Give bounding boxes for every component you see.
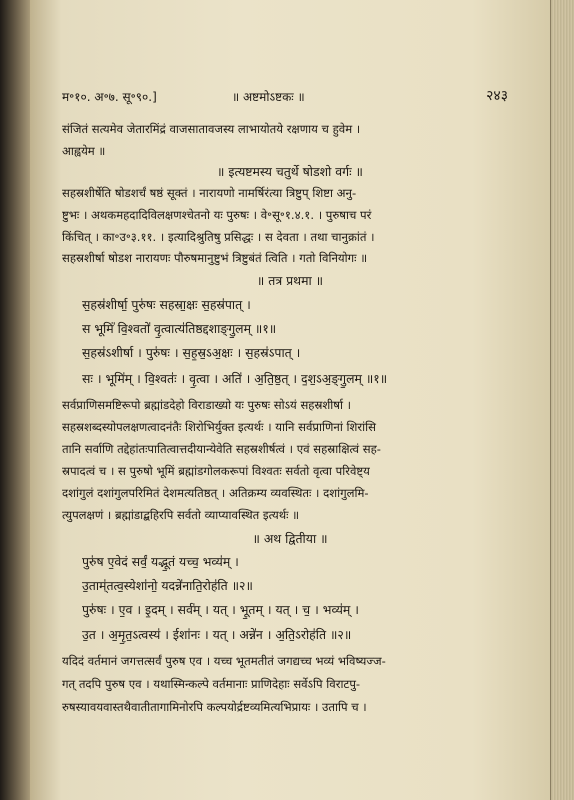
page-stack-edge — [550, 0, 574, 800]
commentary-line: संजितं सत्यमेव जेतारमिंद्रं वाजसातावजस्य लाभायोतये रक्षणाय च हुवेम । — [62, 122, 361, 136]
verse-line: स भूमिं॑ वि॒श्वतो॑ वृ॒त्वात्य॑तिष्ठद्दशाङ्गु॒लम् ॥१॥ — [82, 321, 277, 336]
verse-heading: ॥ तत्र प्रथमा ॥ — [256, 273, 324, 288]
commentary-line: सहस्रशीर्षा षोडश नारायणः पौरुषमानुष्टुभं त्रिष्टुबंतं त्विति । गतो विनियोगः ॥ — [62, 251, 368, 265]
commentary-line: सहस्रशब्दस्योपलक्षणत्वादनंतैः शिरोभिर्युक्त इत्यर्थः । यानि सर्वप्राणिनां शिरांसि — [62, 420, 376, 434]
facing-page-gutter — [0, 0, 30, 800]
header-reference: म॰१०. अ॰७. सू॰९०.] — [62, 90, 157, 104]
padapatha-line: सः । भूमि॑म् । वि॒श्वतः॑ । वृ॒त्वा । अति॑ । अ॒ति॒ष्ठ॒त् । द॒श॒ऽअ॒ङ्गु॒लम् ॥१॥ — [82, 371, 388, 386]
commentary-line: गत् तदपि पुरुष एव । यथास्मिन्कल्पे वर्तमानाः प्राणिदेहाः सर्वेऽपि विराटपु- — [62, 677, 361, 691]
page-number: २४३ — [486, 88, 508, 104]
commentary-line: स्रपादत्वं च । स पुरुषो भूमिं ब्रह्मांडगोलकरूपां विश्वतः सर्वतो वृत्वा परिवेष्ट्य — [62, 464, 370, 478]
verse-line: उ॒ताम्॑तत्व॒स्येशा॑नो॒ यदन्ने॑नाति॒रोह॑ति ॥२॥ — [82, 578, 253, 593]
verse-heading: ॥ अथ द्वितीया ॥ — [252, 531, 328, 546]
commentary-line: तानि सर्वाणि तद्देहांतःपातित्वात्तदीयान्येवेति सहस्रशीर्षत्वं । एवं सहस्राक्षित्वं सह- — [62, 442, 381, 456]
verse-line: स॒हस्र॑शीर्षा॒ पुरु॑षः सहस्रा॒क्षः स॒हस्र॑पात् । — [82, 297, 251, 312]
commentary-line: दशांगुलं दशांगुलपरिमितं देशमत्यतिष्ठत् । अतिक्रम्य व्यवस्थितः । दशांगुलमि- — [62, 486, 369, 500]
section-heading: ॥ इत्यष्टमस्य चतुर्थे षोडशो वर्गः ॥ — [217, 164, 363, 179]
running-header — [62, 86, 508, 106]
padapatha-line: स॒हस्र॑ऽशीर्षा । पुरु॑षः । स॒ह॒स्र॒ऽअ॒क्षः । स॒हस्र॑ऽपात् । — [82, 345, 301, 360]
commentary-line: सर्वप्राणिसमष्टिरूपो ब्रह्मांडदेहो विराडाख्यो यः पुरुषः सोऽयं सहस्रशीर्षा । — [62, 398, 352, 412]
commentary-line: आह्वयेम ॥ — [62, 144, 106, 158]
commentary-line: किंचित् । का॰उ॰३.११. । इत्यादिश्रुतिषु प्रसिद्धः । स देवता । तथा चानुक्रांतं । — [62, 230, 375, 244]
verse-line: पुरु॑ष ए॒वेदं सर्वं॒ यद्भू॒तं यच्च॒ भव्य॑म् । — [82, 554, 239, 569]
padapatha-line: पुरु॑षः । ए॒व । इ॒दम् । सर्व॑म् । यत् । भू॒तम् । यत् । च॒ । भव्य॑म् । — [82, 602, 359, 617]
commentary-line: रुषस्यावयवास्तथैवातीतागामिनोरपि कल्पयोर्द्रष्टव्यमित्यभिप्रायः । उतापि च । — [62, 700, 367, 714]
header-title: ॥ अष्टमोऽष्टकः ॥ — [232, 90, 305, 104]
commentary-line: त्युपलक्षणं । ब्रह्मांडाद्बहिरपि सर्वतो व्याप्यावस्थित इत्यर्थः ॥ — [62, 508, 300, 522]
commentary-line: यदिदं वर्तमानं जगत्तत्सर्वं पुरुष एव । यच्च भूतमतीतं जगद्यच्च भव्यं भविष्यज्ज- — [62, 654, 386, 668]
commentary-line: ष्टुभः । अथकमहदादिविलक्षणश्चेतनो यः पुरुषः । वे॰सू॰१.४.१. । पुरुषाच परं — [62, 208, 372, 222]
commentary-line: सहस्रशीर्षेति षोडशर्चं षष्ठं सूक्तं । नारायणो नामर्षिरंत्या त्रिष्टुप् शिष्टा अनु- — [62, 186, 357, 200]
padapatha-line: उ॒त । अ॒मृ॒त॒ऽत्वस्य॑ । ईशा॑नः । यत् । अन्ने॑न । अ॒ति॒ऽरोह॑ति ॥२॥ — [82, 627, 352, 642]
book-page — [30, 0, 550, 800]
